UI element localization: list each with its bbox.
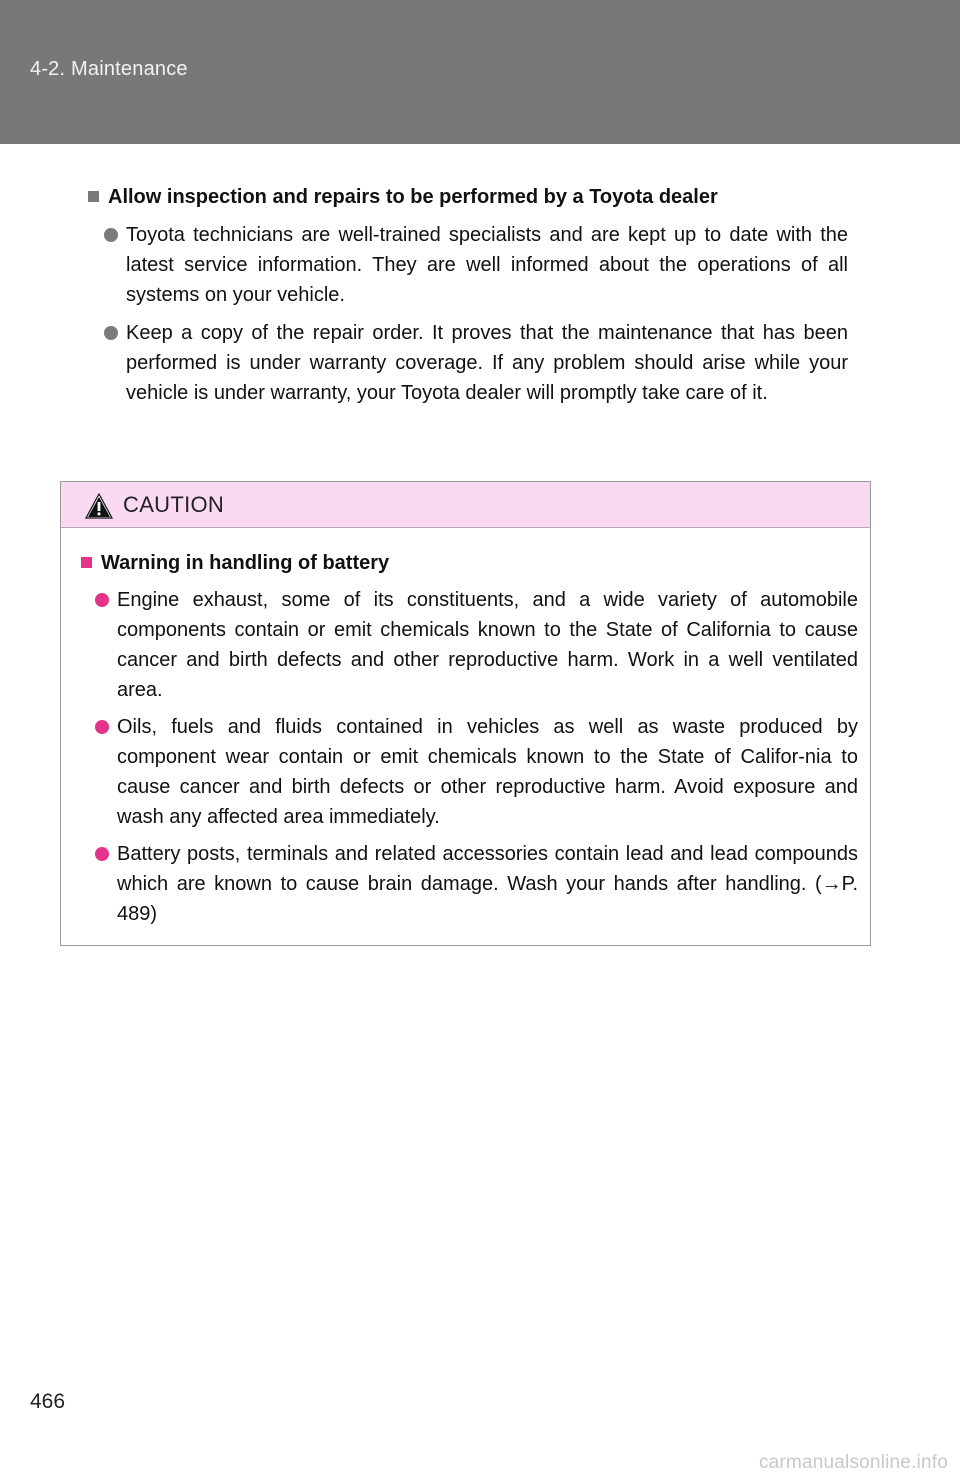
caution-heading bbox=[81, 548, 858, 578]
main-content bbox=[88, 182, 848, 408]
caution-label: CAUTION bbox=[123, 491, 225, 517]
caution-heading-text: Warning in handling of battery bbox=[101, 552, 390, 574]
caution-body bbox=[61, 528, 870, 929]
list-item bbox=[81, 839, 858, 929]
circle-bullet-icon bbox=[104, 228, 118, 242]
section-heading-text: Allow inspection and repairs to be performed by a Toyota dealer bbox=[108, 186, 718, 208]
list-item-text: Toyota technicians are well-trained specialists and are kept up to date with the latest service information. They are well informed about the operations of all systems on your vehicle. bbox=[126, 224, 848, 306]
list-item-text: Oils, fuels and fluids contained in vehicles as well as waste produced by component wear contain or emit chemicals known to the State of Califor-nia to cause cancer and birth defects or other reproductive harm. Avoid exposure and wash any affected area immediately. bbox=[117, 716, 858, 828]
page-number: 466 bbox=[30, 1390, 66, 1413]
circle-bullet-icon bbox=[95, 593, 109, 607]
header-bar bbox=[0, 0, 960, 144]
circle-bullet-icon bbox=[95, 847, 109, 861]
section-heading bbox=[88, 182, 848, 212]
list-item-text: Keep a copy of the repair order. It proves that the maintenance that has been performed is under warranty coverage. If any problem should arise while your vehicle is under warranty, your Toyota dealer will promptly take care of it. bbox=[126, 322, 848, 404]
list-item-text: Engine exhaust, some of its constituents, and a wide variety of automobile components contain or emit chemicals known to the State of California to cause cancer and birth defects and other reproductive harm. Work in a well ventilated area. bbox=[117, 589, 858, 701]
warning-triangle-icon bbox=[85, 493, 113, 519]
caution-box bbox=[60, 481, 871, 946]
list-item bbox=[88, 318, 848, 408]
square-bullet-icon bbox=[81, 557, 92, 568]
circle-bullet-icon bbox=[95, 720, 109, 734]
list-item bbox=[88, 220, 848, 310]
square-bullet-icon bbox=[88, 191, 99, 202]
circle-bullet-icon bbox=[104, 326, 118, 340]
list-item bbox=[81, 585, 858, 705]
watermark: carmanualsonline.info bbox=[758, 1452, 948, 1473]
list-item bbox=[81, 712, 858, 832]
list-item-text: Battery posts, terminals and related accessories contain lead and lead compounds which are known to cause brain damage. Wash your hands after handling. (→P. 489) bbox=[117, 843, 858, 925]
caution-header bbox=[61, 482, 870, 528]
section-title: 4-2. Maintenance bbox=[30, 58, 188, 80]
